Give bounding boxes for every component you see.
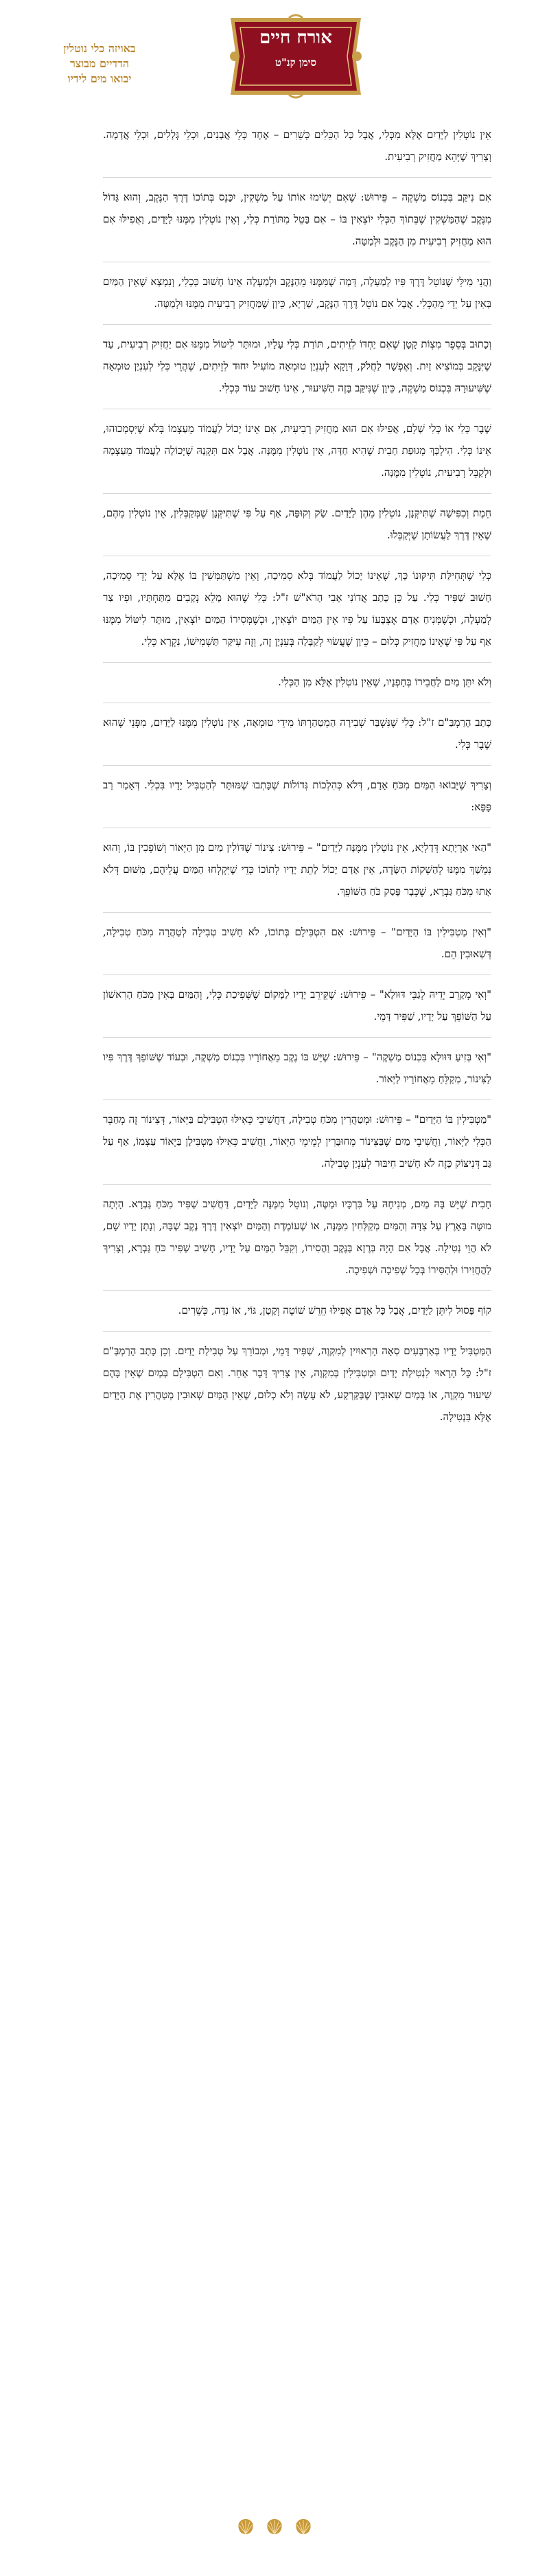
text-paragraph: כְּלִי שֶׁתְּחִילַּת תִּיקּוּנוֹ כָּךְ, שֶׁאֵינוֹ יָכוֹל לַעֲמוֹד בְּלֹא סְמִיכָה, וְאֵין מִשְׁתַּמְּשִׁין בּוֹ אֶלָּא עַל יְדֵי סְמִיכָה, חָשׁוּב שַׁפִּיר כְּלִי. עַל כֵּן כָּתַב אֲדוֹנִי אָבִי הָרֹא"שׁ ז"ל: כְּלִי שֶׁהוּא מָלֵא נְקָבִים מִתַּחְתָּיו, וּפִיו צַר לְמַעְלָה, וּכְשֶׁמְּנִיחַ אָדָם אֶצְבָּעוֹ עַל פִּיו אֵין הַמַּיִם יוֹצְאִין, וּכְשֶׁמְּסִירוֹ הַמַּיִם יוֹצְאִין, מוּתָּר לִיטּוֹל מִמֶּנּוּ אַף עַל פִּי שֶׁאֵינוֹ מַחֲזִיק כְּלוּם – כֵּיוָן שֶׁעֲשׂוּי לְקַבָּלָה בְּעִנְיָן זֶה, וְזֶה עִיקַּר תַּשְׁמִישׁוֹ, נִקְרָא כְּלִי. — [103, 556, 491, 663]
title-banner — [224, 12, 368, 100]
text-paragraph: קוֹף פָּסוּל לִיתֵּן לַיָּדַיִם, אֲבָל כָּל אָדָם אֲפִילּוּ חֵרֵשׁ שׁוֹטֶה וְקָטָן, גּוֹי, אוֹ נִדָּה, כְּשֵׁרִים. — [103, 1291, 491, 1332]
dedication-line-2: הדדיים מבוצר — [69, 57, 130, 70]
page-subtitle: סימן קנ"ט — [274, 56, 317, 69]
text-paragraph: "מַטְבִּילִין בּוֹ הַיָּדַיִם" – פֵּירוּשׁ: וּמְטַהֲרִין מִכֹּחַ טְבִילָה, דַּחֲשִׁיבֵי כְּאִילּוּ הִטְבִּילָם בַּיְּאוֹר, דְּצִינוֹר זֶה מְחַבֵּר הַכְּלִי לַיְּאוֹר, וַחֲשִׁיבֵי מַיִם שֶׁבַּצִּינוֹר מְחוּבָּרִין לְמֵימֵי הַיְּאוֹר, וַחֲשִׁיב כְּאִילּוּ מַטְבִּילָן בַּיְּאוֹר עַצְמוֹ, אַף עַל גַּב דְּנִיצּוֹק כָּזֶה לֹא חָשִׁיב חִיבּוּר לְעִנְיַן טְבִילָה. — [103, 1100, 491, 1185]
text-paragraph: "וְאִי מְקָרֵב יְדֵיהּ לְגַבֵּי דּוּולָא" – פֵּירוּשׁ: שֶׁקֵּירֵב יָדָיו לַמָּקוֹם שֶׁשְּׁפִיכַת כְּלִי, וְהַמַּיִם בָּאִין מִכֹּחַ הָרִאשׁוֹן עַל הַשּׁוֹפֵךְ עַל יָדָיו, שַׁפִּיר דָּמֵי. — [103, 975, 491, 1038]
text-paragraph: הַמַּטְבִּיל יָדָיו בְּאַרְבָּעִים סְאָה הָרְאוּיִין לְמִקְוֶה, שַׁפִּיר דָּמֵי, וּמְבוֹרֵךְ עַל טְבִילַת יָדַיִם. וְכֵן כָּתַב הָרַמְבַּ"ם ז"ל: כָּל הָרָאוּי לִנְטִילַת יָדַיִם וּמַטְבִּילִין בְּמִקְוֶה, אֵין צָרִיךְ דָּבָר אַחֵר. וְאִם הִטְבִּילָם בְּמַיִם שֶׁאֵין בָּהֶם שִׁיעוּר מִקְוֶה, אוֹ בְּמַיִם שְׁאוּבִין שֶׁבַּקַּרְקַע, לֹא עָשָׂה וְלֹא כְלוּם, שֶׁאֵין הַמַּיִם שְׁאוּבִין מְטַהֲרִין אֶת הַיָּדַיִם אֶלָּא בִּנְטִילָה. — [103, 1345, 492, 1423]
text-paragraph: כָּתַב הָרַמְבַּ"ם ז"ל: כְּלִי שֶׁנִּשְׁבַּר שְׁבִירָה הַמְטַהַרְתּוֹ מִידֵי טוּמְאָה, אֵין נוֹטְלִין מִמֶּנּוּ לַיָּדַיִם, מִפְּנֵי שֶׁהוּא שֶׁבֶר כְּלִי. — [103, 703, 491, 766]
footer-ornament — [0, 2517, 549, 2558]
text-paragraph: חָבִית שֶׁיֵּשׁ בָּהּ מַיִם, מְנִיחָהּ עַל בִּרְכָּיו וּמַטֶּה, וְנוֹטֵל מִמֶּנָּה לַיָּדַיִם, דַּחֲשִׁיב שַׁפִּיר מִכֹּחַ גַּבְרָא. הָיְתָה מוּטָּה בָּאָרֶץ עַל צִדָּהּ וְהַמַּיִם מְקַלְּחִין מִמֶּנָּה, אוֹ שֶׁעוֹמֶדֶת וְהַמַּיִם יוֹצְאִין דֶּרֶךְ נֶקֶב שֶׁבָּהּ, וְנָתַן יָדָיו שָׁם, לֹא הֲוֵי נְטִילָה. אֲבָל אִם הָיָה בְּרֶזָא בַּנֶּקֶב וַהֲסִירוֹ, וְקִבֵּל הַמַּיִם עַל יָדָיו, חָשִׁיב שַׁפִּיר כֹּחַ גַּבְרָא, וְצָרִיךְ לַהֲחֲזִירוֹ וּלְהַסִּירוֹ בְּכָל שְׁפִיכָה וּשְׁפִיכָה. — [103, 1185, 491, 1291]
dedication-line-3: יבואו מים לידיו — [67, 72, 132, 85]
dedication-line-1: באויזה כלי נוטלין — [63, 42, 136, 55]
text-paragraph: "הַאי אַרְיָתָא דְּדָלְיָא, אֵין נוֹטְלִין מִמֶּנָּה לַיָּדַיִם" – פֵּירוּשׁ: צִינוֹר שֶׁדּוֹלִין מַיִם מִן הַיְּאוֹר וְשׁוֹפְכִין בּוֹ, וְהוּא נִמְשָׁךְ מִמֶּנּוּ לְהַשְׁקוֹת הַשָּׂדֶה, אֵין אָדָם יָכוֹל לָתֵת יָדָיו לְתוֹכוֹ כְּדֵי שֶׁיִּקְלְחוּ הַמַּיִם עֲלֵיהֶם, מִשּׁוּם דְּלֹא אָתוּ מִכֹּחַ גַּבְרָא, שֶׁכְּבָר פָּסַק כֹּחַ הַשּׁוֹפֵךְ. — [103, 828, 491, 913]
dedication — [27, 41, 172, 87]
text-paragraph: אִם נִיקַּב בִּכְנוֹס מַשְׁקֶה – פֵּירוּשׁ: שֶׁאִם יְשִׂימוּ אוֹתוֹ עַל מַשְׁקִין, יִכָּנֵס בְּתוֹכוֹ דֶּרֶךְ הַנֶּקֶב, וְהוּא גָּדוֹל מִנֶּקֶב שֶׁהַמַּשְׁקִין שֶׁבְּתוֹךְ הַכְּלִי יוֹצְאִין בּוֹ – אִם בָּטֵל מִתּוֹרַת כְּלִי, וְאֵין נוֹטְלִין מִמֶּנּוּ לַיָּדַיִם, וַאֲפִילּוּ אִם הוּא מַחֲזִיק רְבִיעִית מִן הַנֶּקֶב וּלְמַטָּה. — [103, 178, 491, 262]
text-paragraph: וְצָרִיךְ שֶׁיָּבוֹאוּ הַמַּיִם מִכֹּחַ אָדָם, דְּלֹא כְּהִלְכוֹת גְּדוֹלוֹת שֶׁכָּתְבוּ שֶׁמּוּתָּר לְהַטְבִּיל יָדָיו בִּכְלִי. דְּאָמַר רַב פָּפָּא: — [103, 766, 491, 828]
text-paragraph: "וְאִין מַטְבִּילִין בּוֹ הַיָּדַיִם" – פֵּירוּשׁ: אִם הִטְבִּילָם בְּתוֹכוֹ, לֹא חָשִׁיב טְבִילָה לְטַהֲרָה מִכֹּחַ טְבִילָה, דְּשְׁאוּבִין הֵם. — [103, 913, 491, 975]
page-title: אורח חיים — [259, 27, 332, 48]
text-paragraph: "וְאִי בְּזִיעַ דּוּולָא בִּכְנוֹס מַשְׁקֶה" – פֵּירוּשׁ: שֶׁיֵּשׁ בּוֹ נֶקֶב מֵאֲחוֹרָיו בִּכְנוֹס מַשְׁקֶה, וּבְעוֹד שֶׁשּׁוֹפֵךְ דֶּרֶךְ פִּיו לַצִּינוֹר, מְקַלֵּחַ מֵאֲחוֹרָיו לַיְּאוֹר. — [103, 1038, 491, 1100]
text-paragraph: חֵמֶת וְכִפִּישָׁה שֶׁתִּיקְּנָן, נוֹטְלִין מֵהֶן לַיָּדַיִם. שַׂק וְקוּפָּה, אַף עַל פִּי שֶׁתִּיקְּנָן שֶׁמְּקַבְּלִין, אֵין נוֹטְלִין מֵהֶם, שֶׁאֵין דֶּרֶךְ לַעֲשׂוֹתָן שֶׁיְּקַבְּלוּ. — [103, 494, 491, 556]
text-paragraph: אֵין נוֹטְלִין לַיָּדַיִם אֶלָּא מִכְּלִי, אֲבָל כָּל הַכֵּלִים כְּשֵׁרִים – אֶחָד כְּלֵי אֲבָנִים, וּכְלֵי גְּלָלִים, וּכְלֵי אֲדָמָה. וְצָרִיךְ שֶׁיְּהֵא מַחֲזִיק רְבִיעִית. — [103, 115, 491, 178]
text-paragraph: שֶׁבֶר כְּלִי אוֹ כְּלִי שָׁלֵם, אֲפִילּוּ אִם הוּא מַחֲזִיק רְבִיעִית, אִם אֵינוֹ יָכוֹל לַעֲמוֹד מֵעַצְמוֹ בְּלֹא שֶׁיִּסְמְכוּהוּ, אֵינוֹ כְּלִי. הִילְכָּךְ מְגוּפַת חָבִית שֶׁהִיא חַדָּה, אֵין נוֹטְלִין מִמֶּנָּה. אֲבָל אִם תִּקְּנָהּ שֶׁיְּכוֹלָה לַעֲמוֹד מֵעַצְמָהּ וּלְקַבֵּל רְבִיעִית, נוֹטְלִין מִמֶּנָּה. — [103, 409, 491, 494]
text-paragraph: וַהֲנֵי מִילֵּי שֶׁנּוֹטֵל דֶּרֶךְ פִּיו לְמַעְלָה, דְּמָה שֶׁמִּמֶּנּוּ מֵהַנֶּקֶב וּלְמַעְלָה אֵינוֹ חָשׁוּב כְּכְלִי, וְנִמְצָא שֶׁאֵין הַמַּיִם בָּאִין עַל יְדֵי מֵהַכְּלִי. אֲבָל אִם נוֹטֵל דֶּרֶךְ הַנֶּקֶב, שַׁרְיָא, כֵּיוָן שֶׁמַּחֲזִיק רְבִיעִית מִמֶּנּוּ וּלְמַטָּה. — [103, 262, 491, 325]
shell-icon — [265, 2517, 284, 2536]
text-paragraph: וְלֹא יִתֵּן מַיִם לַחֲבֵירוֹ בְּחָפְנָיו, שֶׁאֵין נוֹטְלִין אֶלָּא מִן הַכְּלִי. — [103, 663, 491, 703]
header — [0, 0, 549, 103]
text-body — [103, 115, 491, 1437]
shell-icon — [236, 2517, 255, 2536]
shell-icon — [294, 2517, 313, 2536]
text-paragraph: וְכָתוּב בְּסֵפֶר מִצְוֹת קָטָן שֶׁאִם יַחְדּוֹ לִזֵיתִים, תּוֹרַת כְּלִי עָלָיו, וּמוּתָּר לִיטּוֹל מִמֶּנּוּ אִם יַחֲזִיק רְבִיעִית, עַד שֶׁיִּנָּקֵב בְּמוֹצִיא זַיִת. וְאֶפְשָׁר לַחֲלֹק, דְּוָקָא לְעִנְיַן טוּמְאָה מוֹעִיל יִחוּד לִזֵיתִים, שֶׁהֲרֵי כְּלִי לְעִנְיַן טוּמְאָה שֶׁשִּׁיעוּרָהּ בִּכְנוֹס מַשְׁקֶה, כֵּיוָן שֶׁנִּיקַּב בָּזֶה הַשִּׁיעוּר, אֵינוֹ חָשׁוּב עוֹד כִּכְלִי. — [103, 325, 491, 409]
